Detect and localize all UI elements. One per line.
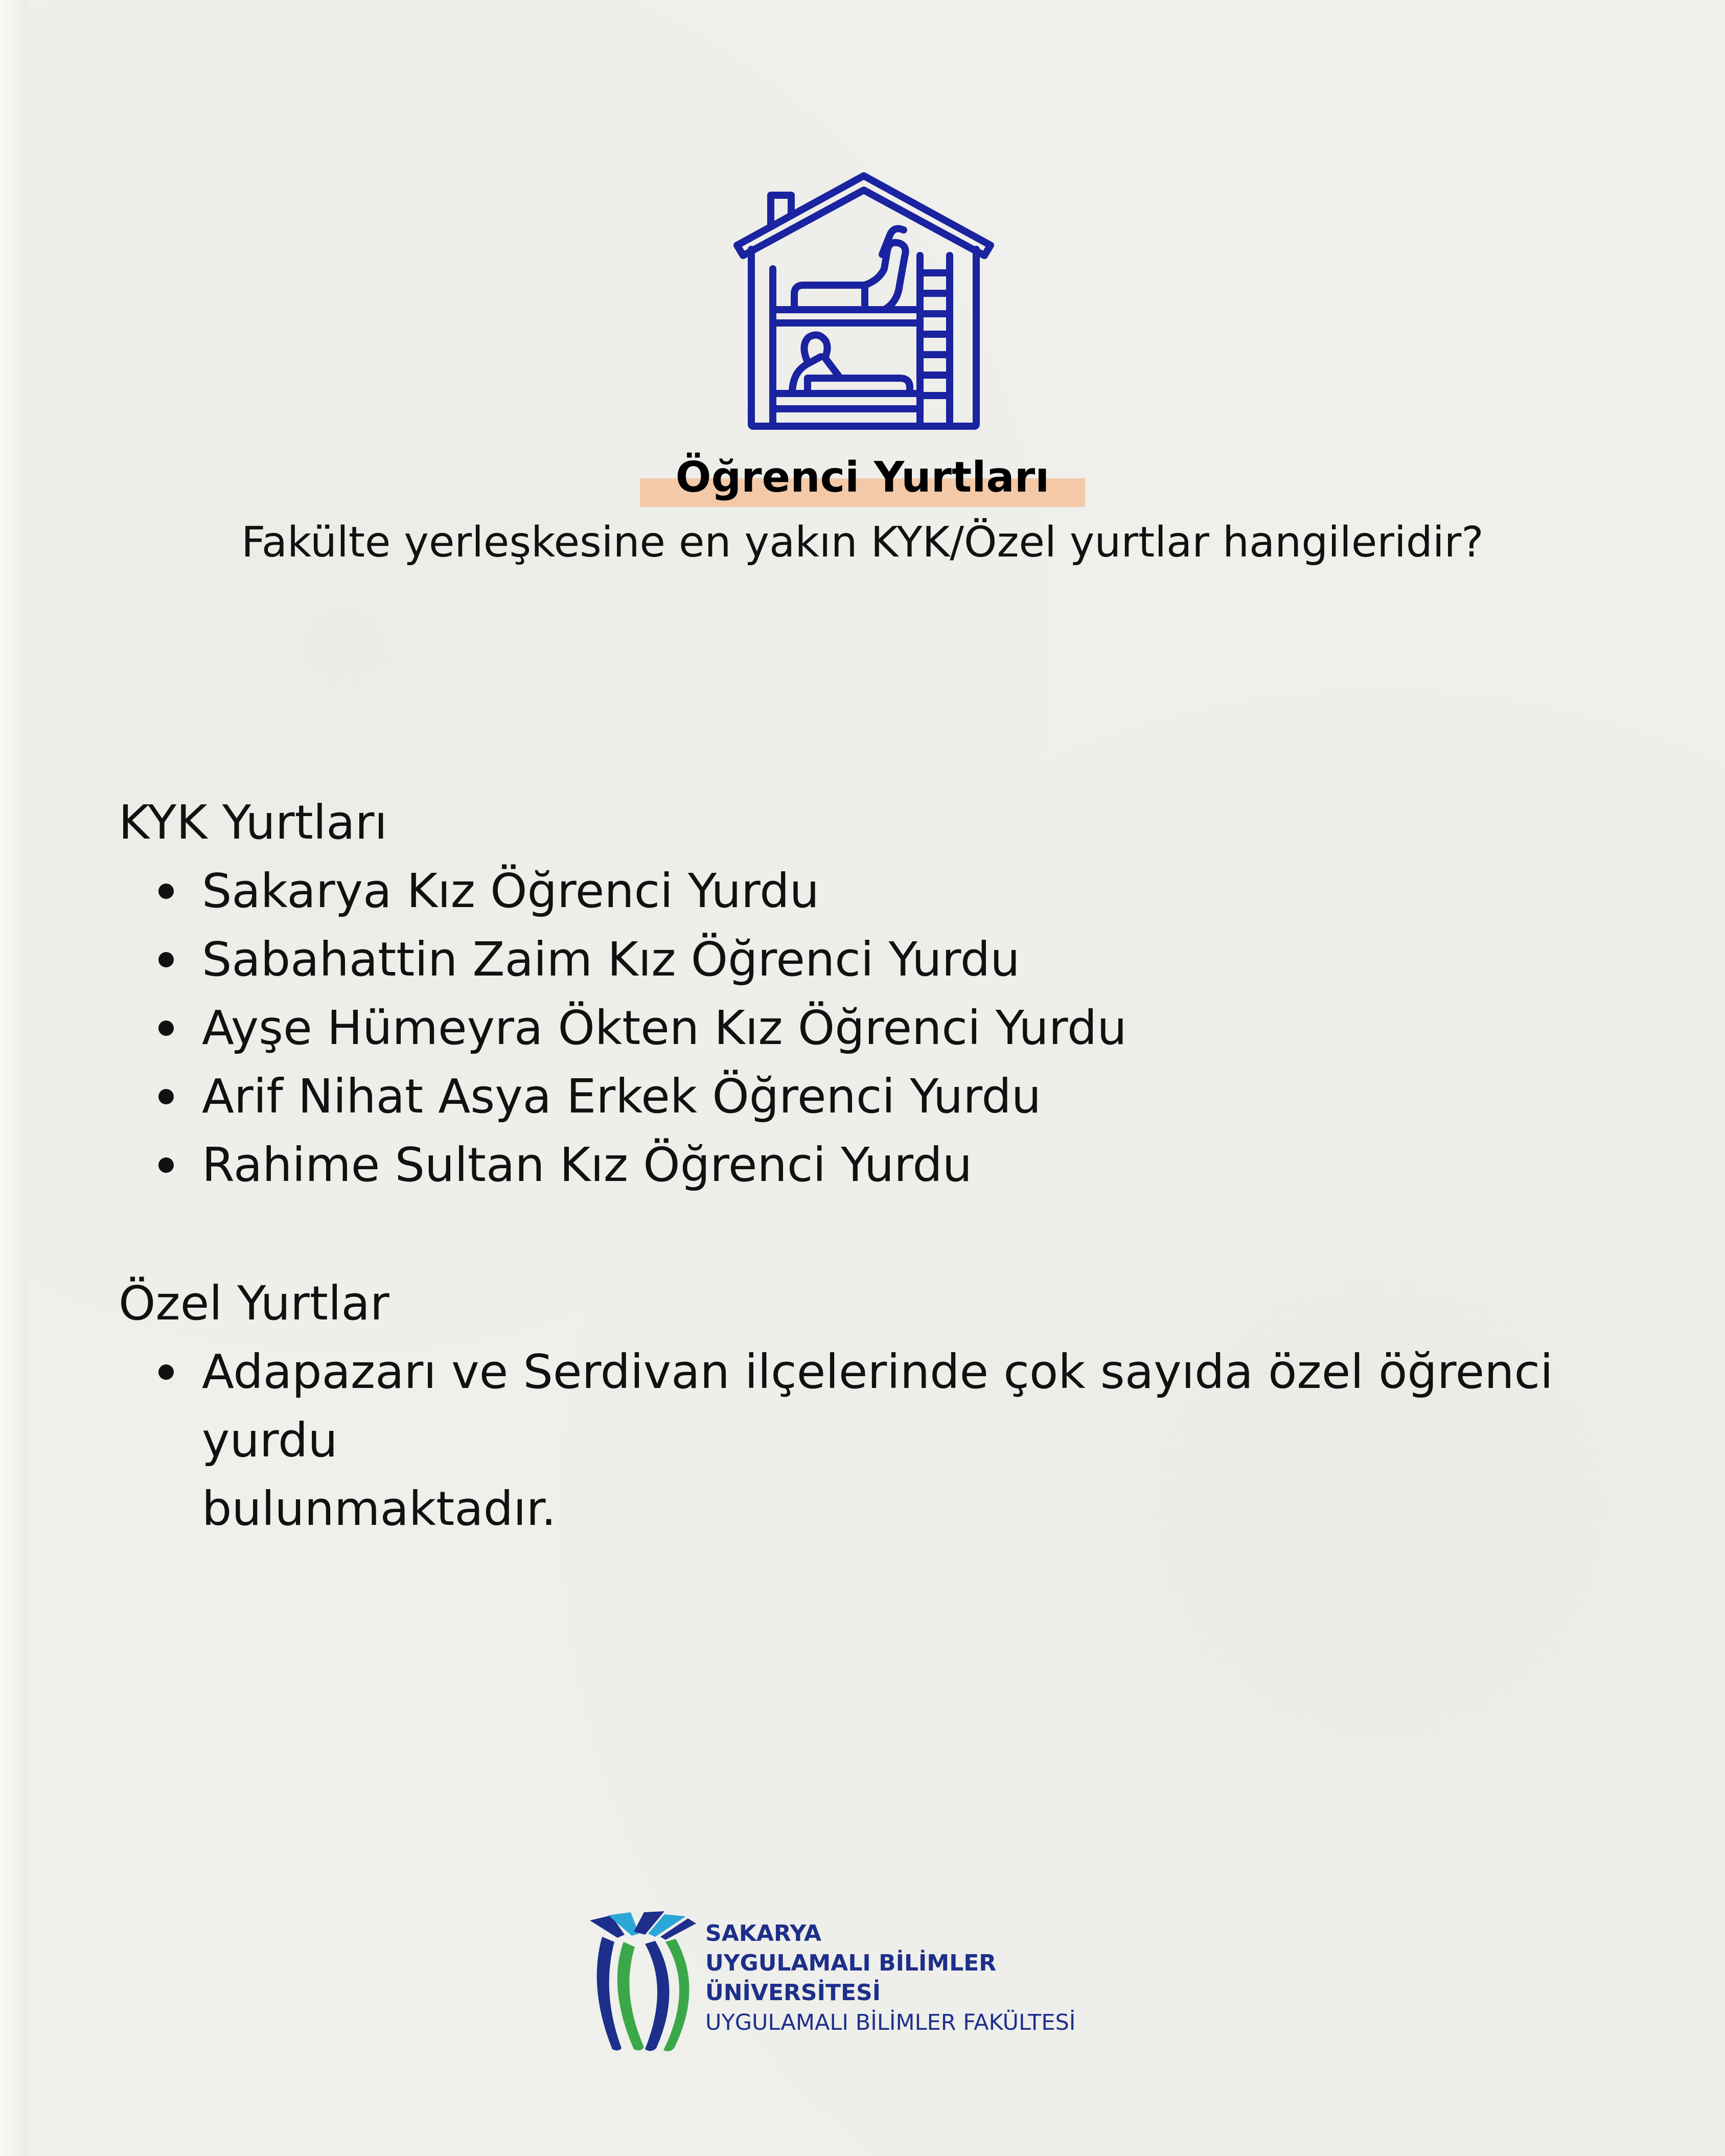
dormitory-bunk-bed-icon xyxy=(731,169,997,434)
list-item-text: Rahime Sultan Kız Öğrenci Yurdu xyxy=(202,1138,973,1192)
logo-line-4: UYGULAMALI BİLİMLER FAKÜLTESİ xyxy=(705,2010,1076,2035)
page-title-text: Öğrenci Yurtları xyxy=(675,453,1050,502)
logo-line-1: SAKARYA xyxy=(705,1920,822,1946)
list-item xyxy=(119,1131,1652,1199)
list-item-text: Sabahattin Zaim Kız Öğrenci Yurdu xyxy=(202,932,1020,987)
list-item xyxy=(119,1338,1652,1543)
bullet xyxy=(158,884,174,899)
kyk-list xyxy=(119,857,1652,1199)
university-name xyxy=(705,1919,1075,2037)
section-ozel xyxy=(119,1269,1652,1543)
section-kyk xyxy=(119,789,1652,1199)
list-item-text: Ayşe Hümeyra Ökten Kız Öğrenci Yurdu xyxy=(202,1001,1127,1055)
title-block xyxy=(0,450,1725,506)
list-item-text-line-1: Adapazarı ve Serdivan ilçelerinde çok sayıda özel öğrenci yurdu xyxy=(202,1344,1553,1468)
list-item xyxy=(119,925,1652,994)
list-item-text: Arif Nihat Asya Erkek Öğrenci Yurdu xyxy=(202,1069,1042,1124)
list-item-text-line-2: bulunmaktadır. xyxy=(202,1481,557,1536)
paper-edge xyxy=(0,0,27,2156)
logo-line-2: UYGULAMALI BİLİMLER xyxy=(705,1950,997,1976)
page-title xyxy=(640,450,1086,506)
list-item xyxy=(119,1062,1652,1131)
bullet xyxy=(158,1364,174,1380)
section-heading-kyk: KYK Yurtları xyxy=(119,795,387,850)
page-subtitle: Fakülte yerleşkesine en yakın KYK/Özel yurtlar hangileridir? xyxy=(241,518,1484,567)
list-item xyxy=(119,857,1652,925)
bullet xyxy=(158,1021,174,1036)
list-item xyxy=(119,994,1652,1062)
university-logo xyxy=(588,1906,1201,2059)
section-heading-ozel: Özel Yurtlar xyxy=(119,1276,389,1331)
bullet xyxy=(158,952,174,967)
university-emblem-icon xyxy=(588,1911,698,2054)
list-item-text: Sakarya Kız Öğrenci Yurdu xyxy=(202,864,819,918)
bullet xyxy=(158,1157,174,1173)
ozel-list xyxy=(119,1338,1652,1543)
bullet xyxy=(158,1089,174,1104)
logo-line-3: ÜNİVERSİTESİ xyxy=(705,1980,881,2006)
